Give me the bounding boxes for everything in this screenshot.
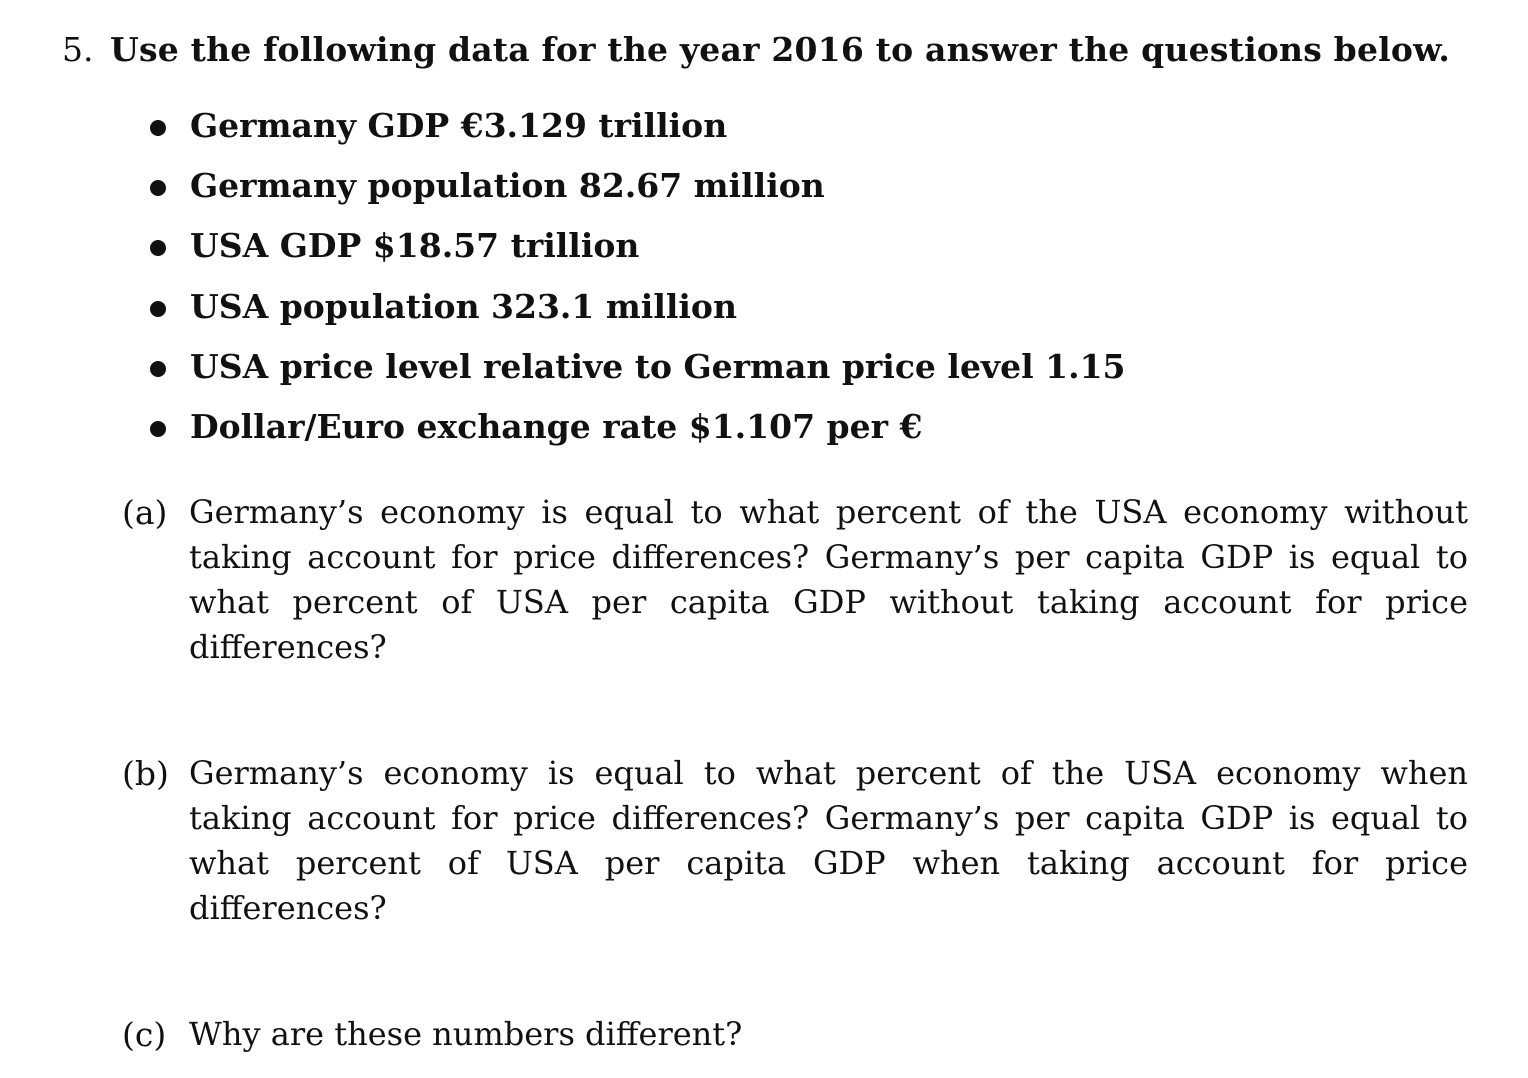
data-item-text: USA price level relative to German price level 1.15 [190, 346, 1126, 386]
question-b-text: Germany’s economy is equal to what percent of the USA economy when taking account for price differences? Germany’s per capita GDP is equal to what percent of USA per capita GDP when taking account for price differences? [189, 754, 1468, 927]
question-a-label: (a) [122, 493, 168, 532]
data-item-usa-population [150, 285, 1126, 345]
data-item-text: Dollar/Euro exchange rate $1.107 per € [190, 406, 923, 446]
data-list [150, 104, 1126, 465]
bullet-icon [150, 240, 166, 256]
problem-number: 5. [62, 30, 94, 69]
data-item-text: Germany GDP €3.129 trillion [190, 106, 728, 145]
data-item-usa-gdp [150, 224, 1126, 284]
question-c-text: Why are these numbers different? [189, 1015, 743, 1053]
question-a [122, 490, 1468, 670]
bullet-icon [150, 120, 166, 136]
question-c-label: (c) [122, 1015, 167, 1054]
question-b-label: (b) [122, 754, 169, 793]
data-item-germany-gdp [150, 104, 1126, 164]
question-c [122, 1012, 1468, 1057]
bullet-icon [150, 361, 166, 377]
data-item-text: USA population 323.1 million [190, 286, 737, 326]
bullet-icon [150, 301, 166, 317]
data-item-germany-population [150, 164, 1126, 224]
question-b [122, 751, 1468, 931]
question-a-text: Germany’s economy is equal to what percent of the USA economy without taking account for price differences? Germany’s per capita GDP is equal to what percent of USA per capita GDP without taking account for price differences? [189, 493, 1468, 666]
bullet-icon [150, 180, 166, 196]
problem-title: Use the following data for the year 2016 to answer the questions below. [110, 30, 1451, 69]
data-item-exchange-rate [150, 405, 1126, 465]
bullet-icon [150, 421, 166, 437]
data-item-text: USA GDP $18.57 trillion [190, 226, 640, 266]
data-item-text: Germany population 82.67 million [190, 166, 825, 206]
problem-header [62, 28, 1450, 72]
data-item-price-level [150, 345, 1126, 405]
